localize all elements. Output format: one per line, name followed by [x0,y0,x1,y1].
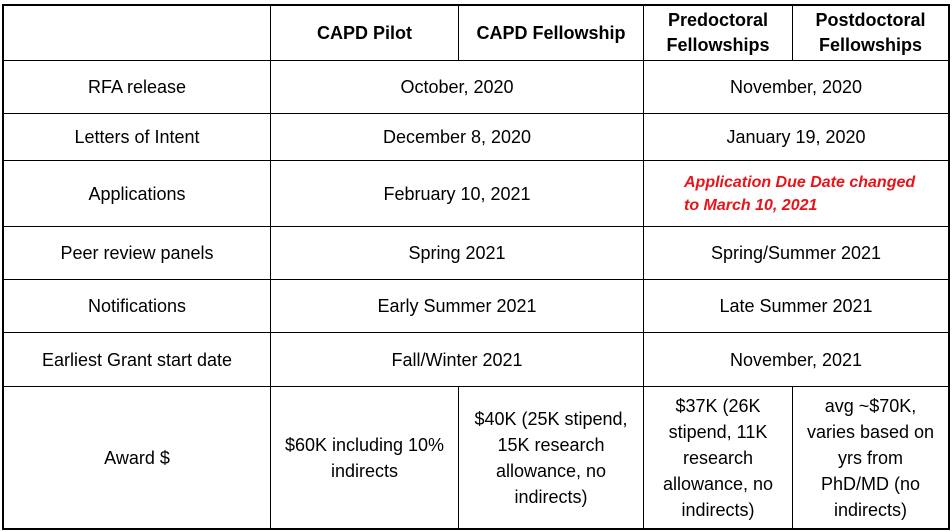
fellowship-letters-of-intent: January 19, 2020 [726,127,866,147]
capd-letters-of-intent: December 8, 2020 [382,127,532,147]
header-capd-pilot: CAPD Pilot [316,22,412,43]
capd-rfa-release: October, 2020 [400,77,514,97]
award-capd-fellowship: $40K (25K stipend, 15K research allowance, no indirects) [474,408,628,507]
row-label-start-date: Earliest Grant start date [41,349,233,370]
header-predoctoral: Predoctoral Fellowships [666,10,770,55]
fellowship-notifications: Late Summer 2021 [719,296,873,316]
header-postdoctoral: Postdoctoral Fellowships [815,10,926,55]
table-border-right [948,4,950,530]
row-label-notifications: Notifications [87,296,187,316]
award-capd-pilot: $60K including 10% indirects [284,434,445,481]
award-postdoctoral: avg ~$70K, varies based on yrs from PhD/MD (no indirects) [806,395,935,520]
capd-start-date: Fall/Winter 2021 [391,349,523,370]
row-label-peer-review: Peer review panels [60,243,214,263]
row-label-award: Award $ [104,447,170,468]
table-border-bottom [2,528,950,530]
capd-peer-review: Spring 2021 [408,243,506,263]
row-label-applications: Applications [88,183,186,204]
capd-notifications: Early Summer 2021 [377,296,537,316]
fellowship-peer-review: Spring/Summer 2021 [710,243,882,263]
fellowship-rfa-release: November, 2020 [729,77,863,97]
fellowship-application-due-note: Application Due Date changed to March 10, 2021 [684,173,916,214]
capd-applications: February 10, 2021 [383,183,531,204]
award-predoctoral: $37K (26K stipend, 11K research allowance, no indirects) [662,395,774,520]
row-label-rfa-release: RFA release [87,77,187,97]
header-capd-fellowship: CAPD Fellowship [476,22,626,43]
row-label-letters-of-intent: Letters of Intent [74,127,200,147]
fellowship-start-date: November, 2021 [729,349,863,370]
